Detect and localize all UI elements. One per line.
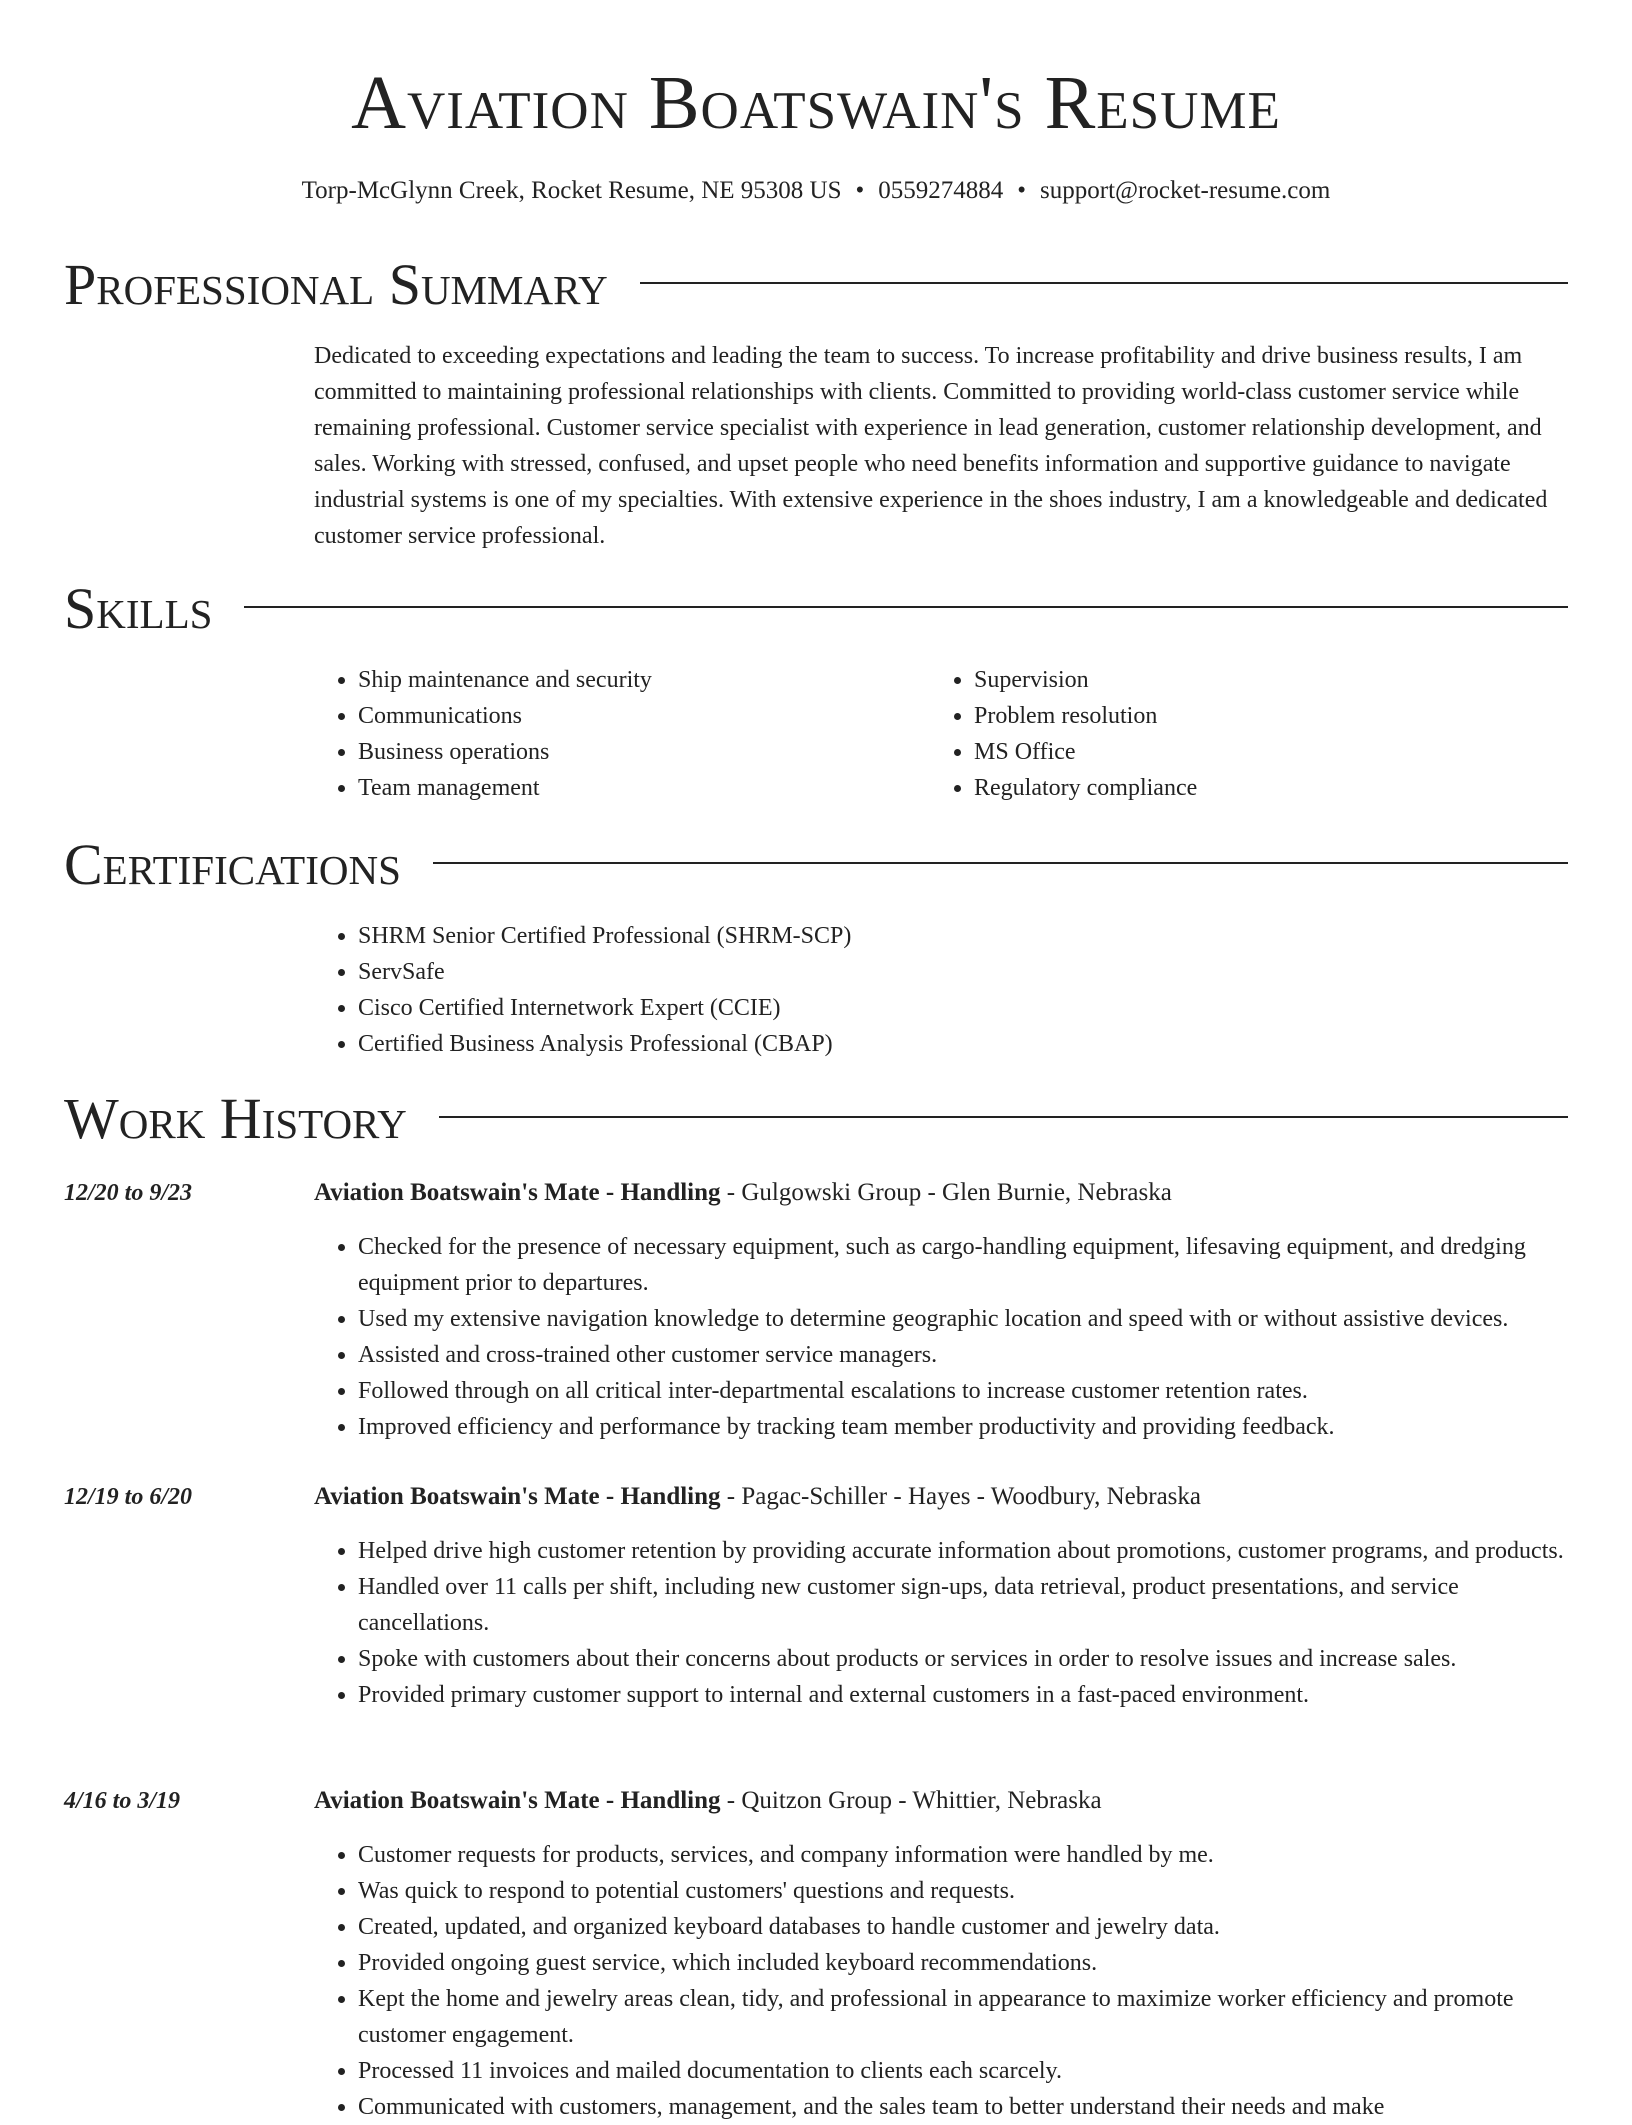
job-company: - Gulgowski Group - Glen Burnie, Nebraska xyxy=(720,1179,1172,1206)
job-bullets xyxy=(314,1229,1568,1445)
skills-heading: Skills xyxy=(64,576,213,641)
job-bullet: • Helped drive high customer retention by providing accurate information about promotions, customer programs, and products. xyxy=(358,1533,1568,1569)
summary-section-header xyxy=(64,252,1568,318)
contact-separator: • xyxy=(1017,177,1027,204)
job-bullet: • Handled over 11 calls per shift, including new customer sign-ups, data retrieval, product presentations, and service cancellations. xyxy=(358,1569,1568,1641)
section-divider xyxy=(244,606,1568,608)
section-divider xyxy=(439,1116,1568,1118)
job-bullet: • Kept the home and jewelry areas clean, tidy, and professional in appearance to maximize worker efficiency and promote customer engagement. xyxy=(358,1981,1568,2053)
certification-item: • Cisco Certified Internetwork Expert (CCIE) xyxy=(358,990,1564,1026)
skill-item: • Ship maintenance and security xyxy=(358,662,874,698)
summary-heading: Professional Summary xyxy=(64,252,608,317)
job-bullets xyxy=(314,1837,1568,2125)
job-bullet: • Checked for the presence of necessary equipment, such as cargo-handling equipment, lifesaving equipment, and dredging equipment prior to departures. xyxy=(358,1229,1568,1301)
job-title: Aviation Boatswain's Mate - Handling xyxy=(314,1483,721,1510)
job-bullet: • Communicated with customers, management, and the sales team to better understand their needs and make xyxy=(358,2089,1568,2125)
certification-item: • SHRM Senior Certified Professional (SHRM-SCP) xyxy=(358,918,1564,954)
job-heading xyxy=(314,1783,1102,1819)
job-bullet: • Provided primary customer support to internal and external customers in a fast-paced environment. xyxy=(358,1677,1568,1713)
resume-title: Aviation Boatswain's Resume xyxy=(351,61,1281,145)
job-bullets xyxy=(314,1533,1568,1713)
certification-item: • ServSafe xyxy=(358,954,1564,990)
work-history-heading: Work History xyxy=(64,1086,407,1151)
job-dates: 4/16 to 3/19 xyxy=(64,1788,181,1814)
job-bullet: • Customer requests for products, services, and company information were handled by me. xyxy=(358,1837,1568,1873)
skills-column-left xyxy=(314,662,874,806)
job-company: - Quitzon Group - Whittier, Nebraska xyxy=(720,1787,1102,1814)
certifications-list xyxy=(314,918,1564,1062)
job-bullet: • Improved efficiency and performance by tracking team member productivity and providing feedback. xyxy=(358,1409,1568,1445)
job-heading xyxy=(314,1175,1172,1211)
contact-address: Torp-McGlynn Creek, Rocket Resume, NE 95308 US xyxy=(301,177,842,204)
job-dates: 12/20 to 9/23 xyxy=(64,1180,193,1206)
section-divider xyxy=(433,862,1568,864)
job-dates: 12/19 to 6/20 xyxy=(64,1484,193,1510)
certifications-heading: Certifications xyxy=(64,832,401,897)
job-bullet: • Followed through on all critical inter-departmental escalations to increase customer retention rates. xyxy=(358,1373,1568,1409)
contact-email[interactable]: support@rocket-resume.com xyxy=(1040,177,1331,204)
certifications-section-header xyxy=(64,832,1568,898)
skill-item: • Communications xyxy=(358,698,874,734)
job-bullet: • Created, updated, and organized keyboard databases to handle customer and jewelry data. xyxy=(358,1909,1568,1945)
contact-phone: 0559274884 xyxy=(878,177,1004,204)
job-bullet: • Assisted and cross-trained other customer service managers. xyxy=(358,1337,1568,1373)
skill-item: • Business operations xyxy=(358,734,874,770)
job-title: Aviation Boatswain's Mate - Handling xyxy=(314,1787,721,1814)
skill-item: • Regulatory compliance xyxy=(974,770,1490,806)
job-bullet: • Used my extensive navigation knowledge to determine geographic location and speed with or without assistive devices. xyxy=(358,1301,1568,1337)
work-history-section-header xyxy=(64,1086,1568,1152)
certification-item: • Certified Business Analysis Professional (CBAP) xyxy=(358,1026,1564,1062)
job-title: Aviation Boatswain's Mate - Handling xyxy=(314,1179,721,1206)
job-bullet: • Was quick to respond to potential customers' questions and requests. xyxy=(358,1873,1568,1909)
section-divider xyxy=(640,282,1568,284)
skill-item: • MS Office xyxy=(974,734,1490,770)
job-heading xyxy=(314,1479,1201,1515)
job-bullet: • Spoke with customers about their concerns about products or services in order to resolve issues and increase sales. xyxy=(358,1641,1568,1677)
job-bullet: • Provided ongoing guest service, which included keyboard recommendations. xyxy=(358,1945,1568,1981)
skills-section-header xyxy=(64,576,1568,642)
skill-item: • Supervision xyxy=(974,662,1490,698)
job-company: - Pagac-Schiller - Hayes - Woodbury, Nebraska xyxy=(720,1483,1201,1510)
summary-text: Dedicated to exceeding expectations and leading the team to success. To increase profitability and drive business results, I am committed to maintaining professional relationships with clients. Committed to providing world-class customer service while remaining professional. Customer service specialist with experience in lead generation, customer relationship development, and sales. Working with stressed, confused, and upset people who need benefits information and supportive guidance to navigate industrial systems is one of my specialties. With extensive experience in the shoes industry, I am a knowledgeable and dedicated customer service professional. xyxy=(314,343,1548,549)
skills-column-right xyxy=(930,662,1490,806)
contact-separator: • xyxy=(855,177,865,204)
contact-line xyxy=(0,174,1632,208)
job-bullet: • Processed 11 invoices and mailed documentation to clients each scarcely. xyxy=(358,2053,1568,2089)
skill-item: • Team management xyxy=(358,770,874,806)
skill-item: • Problem resolution xyxy=(974,698,1490,734)
